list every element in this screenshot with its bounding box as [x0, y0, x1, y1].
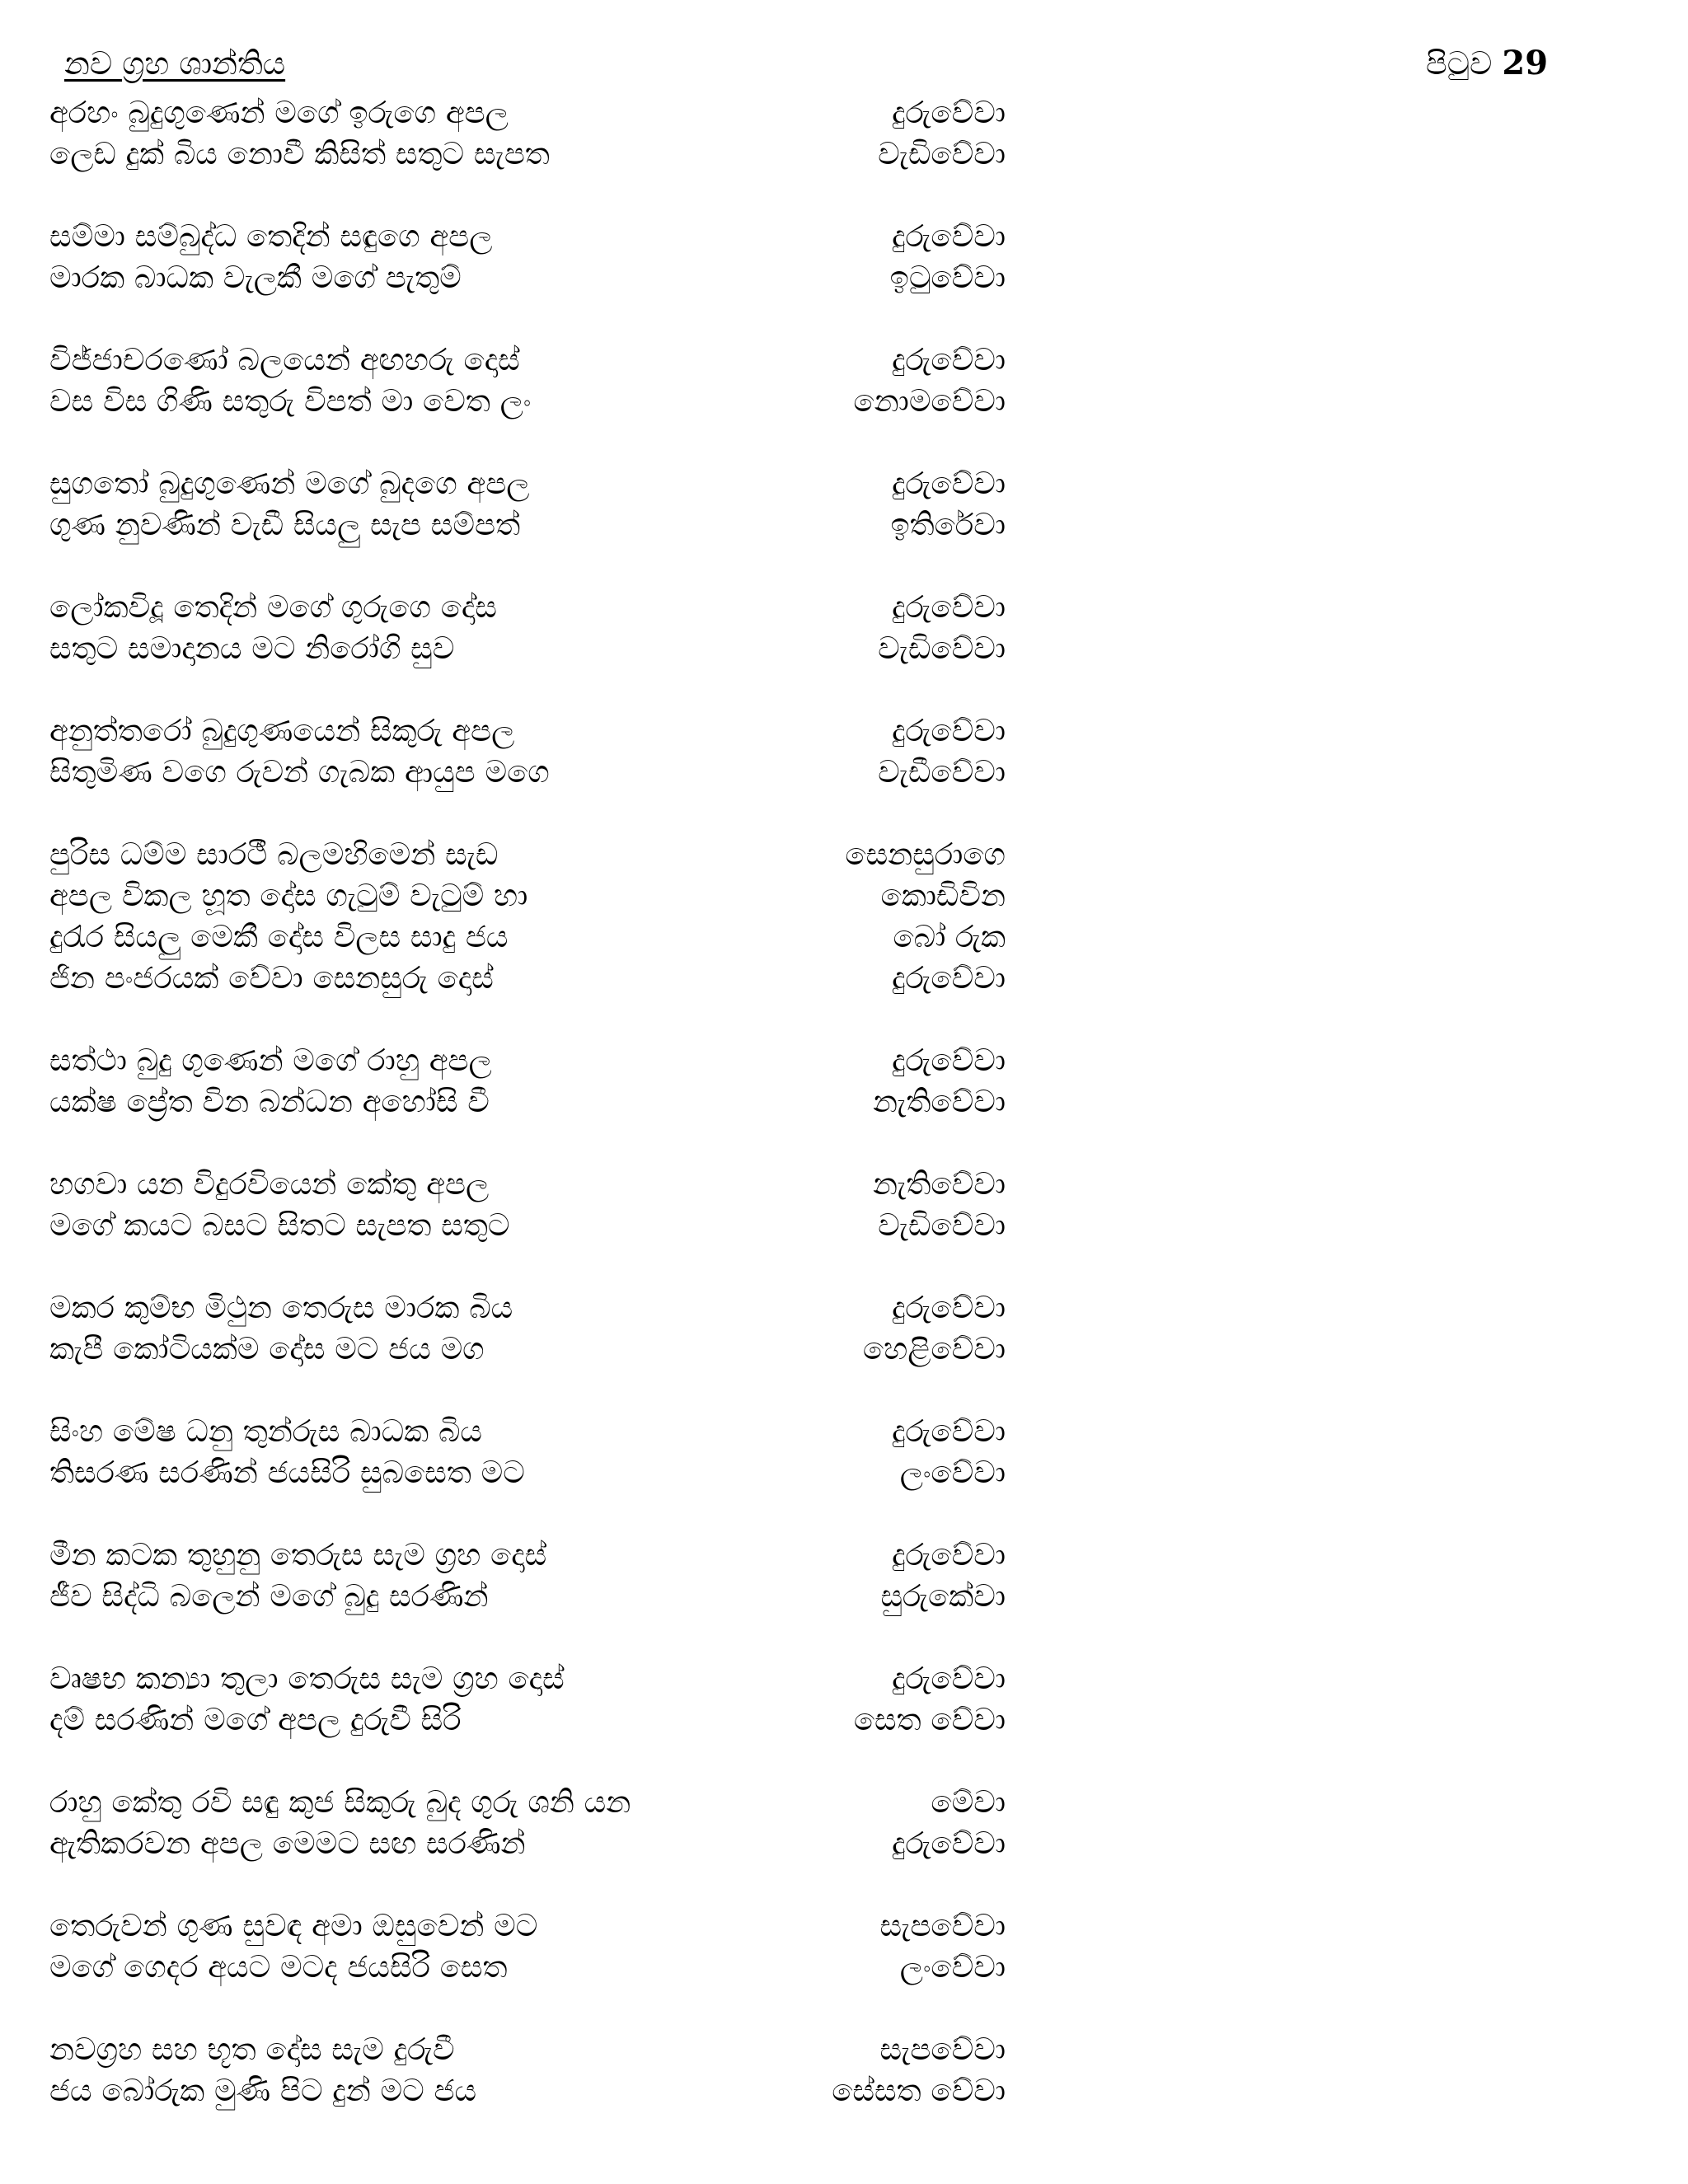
- verse-line-ending: දුරුවේවා: [892, 713, 1006, 748]
- verse: [49, 1658, 1006, 1741]
- verse-line-text: නවග්‍රහ සහ භූත දෝස සැම දුරුවී: [49, 2032, 455, 2067]
- verse: [49, 1164, 1006, 1246]
- verse-line-text: අපල විකල හූත දෝස ගැටුම් වැටුම් හා: [49, 878, 528, 913]
- verse-line-text: මකර කුම්භ මිථුන තෙරුස මාරක බිය: [49, 1290, 513, 1325]
- verse-line-text: විජ්ජාචරණෝ බලයෙන් අඟහරු දොස්: [49, 342, 520, 377]
- verse-line: [49, 381, 1006, 422]
- verse-line: [49, 257, 1006, 298]
- verse: [49, 1411, 1006, 1493]
- verse-line-text: මගේ කයට බසට සිතට සැපත සතුට: [49, 1207, 510, 1243]
- verse-line: [49, 1535, 1006, 1576]
- verse-line-ending: වැඩිවේවා: [878, 1207, 1006, 1243]
- verse-line-text: කැපී කෝටියක්ම දෝස මට ජය මග: [49, 1331, 485, 1366]
- verse-line-ending: දුරුවේවා: [892, 1043, 1006, 1078]
- verse-line-text: මීන කටක තුහුනු තෙරුස සැම ග්‍රහ දොස්: [49, 1537, 547, 1572]
- verse-line-ending: කොඩිවින: [880, 878, 1006, 913]
- verse: [49, 340, 1006, 422]
- verse-line-text: වස විස ගිණි සතුරු විපත් මා වෙත ලං: [49, 383, 532, 419]
- verse-line: [49, 916, 1006, 958]
- verse: [49, 1040, 1006, 1122]
- verse: [49, 216, 1006, 298]
- page-number-label: [1426, 43, 1548, 84]
- verse-line-text: සම්මා සම්බුද්ධ තෙදින් සඳුගෙ අපල: [49, 218, 493, 254]
- verse-line: [49, 1823, 1006, 1864]
- verse-line-text: ලෙඩ දුක් බිය නොවී කිසිත් සතුට සැපත: [49, 136, 550, 171]
- verse-line: [49, 216, 1006, 257]
- verse-line-ending: ඉතිරේවා: [890, 507, 1006, 542]
- verse-line-text: මාරක බාධක වැලකී මගේ පැතුම්: [49, 260, 462, 295]
- verse: [49, 834, 1006, 999]
- page-label: පිටුව: [1426, 45, 1493, 82]
- verse-line: [49, 1040, 1006, 1081]
- verse-line-ending: නොමවේවා: [853, 383, 1006, 419]
- verse-line-text: පුරිස ධම්ම සාරථී බලමහිමෙන් සැඩ: [49, 837, 499, 872]
- verse-line-text: තෙරුවන් ගුණ සුවඳ අමා ඔසුවෙන් මට: [49, 1908, 538, 1943]
- verse: [49, 1535, 1006, 1617]
- verse: [49, 587, 1006, 669]
- verse-line-ending: සෙනසුරාගෙ: [845, 837, 1006, 872]
- verse-line: [49, 504, 1006, 546]
- verse-line-ending: දුරුවේවා: [892, 1825, 1006, 1861]
- verse-line: [49, 958, 1006, 999]
- verse-line-text: ජින පංජරයක් වේවා සෙනසුරු දොස්: [49, 960, 494, 996]
- verse-line-text: ගුණ නුවණින් වැඩී සියලු සැප සම්පත්: [49, 507, 521, 542]
- verse-line: [49, 340, 1006, 381]
- verse-line-text: ඇතිකරවන අපල මෙමට සඟ සරණින්: [49, 1825, 526, 1861]
- verse-line-text: තිසරණ සරණින් ජයසිරි සුබසෙත මට: [49, 1455, 525, 1490]
- verse-line-text: ලෝකවිදූ තෙදින් මගේ ගුරුගෙ දෝස: [49, 589, 497, 625]
- verse: [49, 2029, 1006, 2111]
- verse-line-ending: සේසත වේවා: [832, 2073, 1006, 2108]
- verse-line-text: අරහං බුදුගුණෙන් මගේ ඉරුගෙ අපල: [49, 95, 509, 130]
- verse-line: [49, 2070, 1006, 2111]
- verse-line: [49, 1081, 1006, 1122]
- verse-line-ending: දුරුවේවා: [892, 1661, 1006, 1696]
- verse-line-ending: ලංවේවා: [899, 1455, 1006, 1490]
- verse-line-ending: දුරුවේවා: [892, 1413, 1006, 1449]
- verse-list: [49, 92, 1006, 2153]
- verse-line: [49, 875, 1006, 916]
- verse-line-text: වෘෂභ කන්‍යා තුලා තෙරුස සැම ග්‍රහ දොස්: [49, 1661, 565, 1696]
- verse-line: [49, 628, 1006, 669]
- verse-line: [49, 1576, 1006, 1617]
- verse-line-ending: දුරුවේවා: [892, 960, 1006, 996]
- verse-line-text: සිංහ මේෂ ධනු තුන්රුස බාධක බිය: [49, 1413, 483, 1449]
- verse-line: [49, 1782, 1006, 1823]
- verse-line-text: මගේ ගෙදර අයට මටද ජයසිරි සෙත: [49, 1949, 508, 1985]
- verse-line: [49, 1905, 1006, 1947]
- verse-line-ending: දුරුවේවා: [892, 466, 1006, 501]
- verse: [49, 1287, 1006, 1370]
- verse-line-ending: සෙත වේවා: [853, 1702, 1006, 1737]
- verse-line-text: හගවා යන විදුරවියෙන් කේතු අපල: [49, 1166, 490, 1202]
- verse-line-ending: බෝ රුක: [893, 919, 1006, 954]
- verse: [49, 92, 1006, 175]
- verse-line: [49, 587, 1006, 628]
- verse-line-text: සුගතෝ බුදුගුණෙන් මගේ බුදගෙ අපල: [49, 466, 530, 501]
- verse-line-text: ජීව සිද්ධි බලෙන් මගේ බුදු සරණින්: [49, 1578, 489, 1614]
- verse-line-ending: දුරුවේවා: [892, 1537, 1006, 1572]
- verse-line: [49, 1699, 1006, 1741]
- verse-line: [49, 710, 1006, 752]
- verse-line-ending: හෙළිවේවා: [862, 1331, 1006, 1366]
- verse-line-ending: දුරුවේවා: [892, 589, 1006, 625]
- verse-line: [49, 134, 1006, 175]
- page-title: නව ග්‍රහ ශාන්තිය: [64, 45, 286, 82]
- verse-line-ending: ඉටුවේවා: [889, 260, 1006, 295]
- verse-line: [49, 1329, 1006, 1370]
- verse-line-ending: සැපවේවා: [879, 1908, 1006, 1943]
- verse-line-ending: ලංවේවා: [899, 1949, 1006, 1985]
- verse-line-text: සත්ථා බුදු ගුණෙන් මගේ රාහු අපල: [49, 1043, 492, 1078]
- verse-line-text: දුරැර සියලු මෙකී දෝස විලස සාදු ජය: [49, 919, 509, 954]
- verse-line-ending: දුරුවේවා: [892, 1290, 1006, 1325]
- verse-line-text: යක්ෂ ප්‍රේත වින බන්ධන අහෝසි වී: [49, 1084, 490, 1119]
- verse: [49, 463, 1006, 546]
- verse-line: [49, 1205, 1006, 1246]
- verse-line-text: අනුත්තරෝ බුදුගුණයෙන් සිකුරු අපල: [49, 713, 515, 748]
- verse-line-ending: සැපවේවා: [879, 2032, 1006, 2067]
- page-number: 29: [1502, 44, 1549, 82]
- verse-line: [49, 834, 1006, 875]
- verse-line-text: සතුට සමාදානය මට නිරෝගි සුව: [49, 630, 455, 666]
- verse-line-text: දම් සරණින් මගේ අපල දුරුවී සිරි: [49, 1702, 462, 1737]
- verse-line: [49, 752, 1006, 793]
- verse-line-ending: නැතිවේවා: [873, 1084, 1006, 1119]
- verse-line: [49, 1287, 1006, 1329]
- verse-line-ending: නැතිවේවා: [873, 1166, 1006, 1202]
- verse-line: [49, 1658, 1006, 1699]
- verse-line-ending: මේවා: [931, 1784, 1006, 1820]
- verse-line: [49, 463, 1006, 504]
- verse-line-ending: දුරුවේවා: [892, 218, 1006, 254]
- verse-line-text: රාහු කේතු රවි සඳු කුජ සිකුරු බුද ගුරු ශනි යන: [49, 1784, 631, 1820]
- verse-line-ending: දුරුවේවා: [892, 95, 1006, 130]
- verse: [49, 1782, 1006, 1864]
- verse-line-ending: දුරුවේවා: [892, 342, 1006, 377]
- verse: [49, 710, 1006, 793]
- verse-line: [49, 1411, 1006, 1452]
- verse-line: [49, 92, 1006, 134]
- verse-line-text: ජය බෝරුක මුණි පිට දුන් මට ජය: [49, 2073, 477, 2108]
- verse-line: [49, 1164, 1006, 1205]
- verse-line: [49, 1452, 1006, 1493]
- verse-line: [49, 1947, 1006, 1988]
- verse-line: [49, 2029, 1006, 2070]
- verse-line-ending: වැඩිවේවා: [878, 630, 1006, 666]
- verse-line-ending: වැඩිවේවා: [878, 136, 1006, 171]
- verse-line-text: සිතුමිණ වගෙ රුවන් ගැබක ආයුප මගෙ: [49, 754, 550, 790]
- verse: [49, 1905, 1006, 1988]
- verse-line-ending: සුරුකේවා: [880, 1578, 1006, 1614]
- verse-line-ending: වැඩීවේවා: [878, 754, 1006, 790]
